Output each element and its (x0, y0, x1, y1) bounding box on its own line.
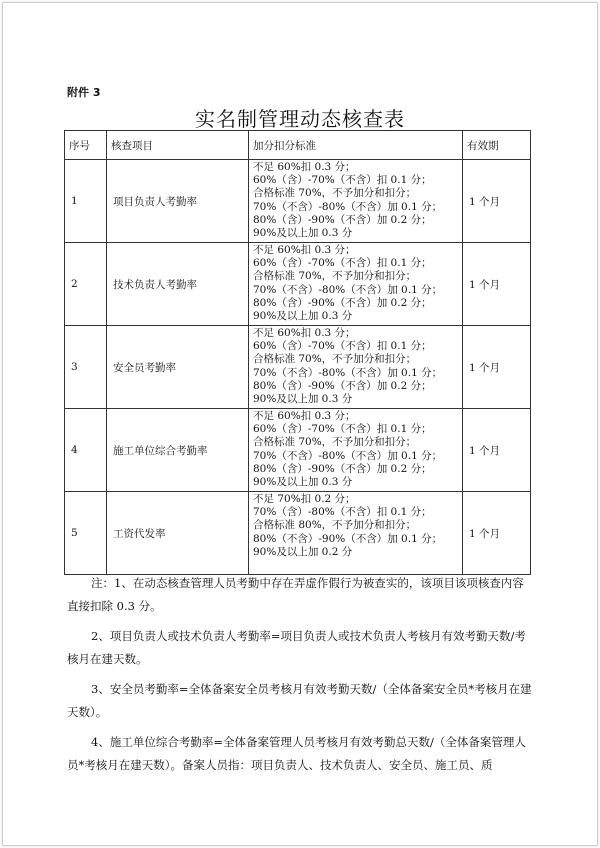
rule-line: 不足 60%扣 0.3 分； (253, 244, 356, 256)
cell-valid: 1 个月 (463, 409, 531, 492)
table-row (65, 160, 531, 243)
header-rule: 加分扣分标准 (249, 131, 463, 160)
rule-line: 90%及以上加 0.3 分 (253, 393, 353, 406)
cell-rule (249, 326, 463, 409)
rule-line: 70%（不含）-80%（不含）加 0.1 分； (253, 200, 443, 213)
rule-line: 90%及以上加 0.3 分 (253, 310, 353, 323)
rule-line: 合格标准 80%，不予加分和扣分； (253, 519, 417, 532)
cell-item: 技术负责人考勤率 (107, 243, 249, 326)
check-table (64, 130, 531, 575)
header-valid: 有效期 (463, 131, 531, 160)
rule-line: 90%及以上加 0.3 分 (253, 476, 353, 489)
cell-rule (249, 243, 463, 326)
cell-no: 4 (65, 409, 107, 492)
rule-line: 80%（不含）-90%（不含）加 0.1 分； (253, 532, 443, 545)
rule-line: 合格标准 70%，不予加分和扣分； (253, 353, 417, 366)
rule-line: 80%（含）-90%（不含）加 0.2 分； (253, 213, 432, 226)
rule-line: 80%（含）-90%（不含）加 0.2 分； (253, 462, 432, 475)
rule-line: 60%（含）-70%（不含）扣 0.1 分； (253, 340, 432, 353)
table-header-row (65, 131, 531, 160)
cell-rule (249, 160, 463, 243)
cell-rule (249, 492, 463, 575)
rule-line: 90%及以上加 0.2 分 (253, 545, 353, 558)
cell-valid: 1 个月 (463, 326, 531, 409)
note-paragraph: 2、项目负责人或技术负责人考勤率=项目负责人或技术负责人考核月有效考勤天数/考核月在建天数。 (67, 629, 526, 666)
rule-line: 不足 60%扣 0.3 分； (253, 410, 356, 422)
rule-line: 60%（含）-70%（不含）扣 0.1 分； (253, 257, 432, 270)
rule-line: 不足 60%扣 0.3 分； (253, 327, 356, 339)
rule-line: 80%（含）-90%（不含）加 0.2 分； (253, 379, 432, 392)
cell-valid: 1 个月 (463, 243, 531, 326)
rule-line: 合格标准 70%，不予加分和扣分； (253, 270, 417, 283)
rule-line: 70%（不含）-80%（不含）加 0.1 分； (253, 366, 443, 379)
cell-no: 2 (65, 243, 107, 326)
cell-valid: 1 个月 (463, 160, 531, 243)
rule-line: 70%（不含）-80%（不含）加 0.1 分； (253, 449, 443, 462)
rule-line: 60%（含）-70%（不含）扣 0.1 分； (253, 174, 432, 187)
table-row (65, 492, 531, 575)
cell-rule (249, 409, 463, 492)
cell-item: 施工单位综合考勤率 (107, 409, 249, 492)
table-row (65, 326, 531, 409)
cell-valid: 1 个月 (463, 492, 531, 575)
table-row (65, 243, 531, 326)
note-paragraph: 3、安全员考勤率=全体备案安全员考核月有效考勤天数/（全体备案安全员*考核月在建天数）。 (67, 682, 532, 719)
notes (67, 572, 533, 784)
cell-no: 1 (65, 160, 107, 243)
header-item: 核查项目 (107, 131, 249, 160)
cell-no: 3 (65, 326, 107, 409)
rule-line: 90%及以上加 0.3 分 (253, 227, 353, 240)
cell-item: 项目负责人考勤率 (107, 160, 249, 243)
rule-line: 合格标准 70%，不予加分和扣分； (253, 436, 417, 449)
table-row (65, 409, 531, 492)
rule-line: 70%（含）-80%（不含）扣 0.1 分； (253, 506, 432, 519)
rule-line: 合格标准 70%，不予加分和扣分； (253, 187, 417, 200)
rule-line: 不足 70%扣 0.2 分； (253, 493, 356, 505)
rule-line: 60%（含）-70%（不含）扣 0.1 分； (253, 423, 432, 436)
rule-line: 不足 60%扣 0.3 分； (253, 161, 356, 173)
rule-line: 70%（不含）-80%（不含）加 0.1 分； (253, 283, 443, 296)
header-no: 序号 (65, 131, 107, 160)
page-title: 实名制管理动态核查表 (195, 107, 405, 131)
attachment-label: 附件 3 (67, 86, 101, 99)
cell-item: 安全员考勤率 (107, 326, 249, 409)
rule-line: 80%（含）-90%（不含）加 0.2 分； (253, 296, 432, 309)
cell-no: 5 (65, 492, 107, 575)
cell-item: 工资代发率 (107, 492, 249, 575)
note-paragraph: 4、施工单位综合考勤率=全体备案管理人员考核月有效考勤总天数/（全体备案管理人员*考核月在建天数）。备案人员指：项目负责人、技术负责人、安全员、施工员、质 (67, 735, 526, 772)
note-paragraph: 注：1、在动态核查管理人员考勤中存在弄虚作假行为被查实的，该项目该项核查内容直接扣除 0.3 分。 (67, 576, 524, 613)
